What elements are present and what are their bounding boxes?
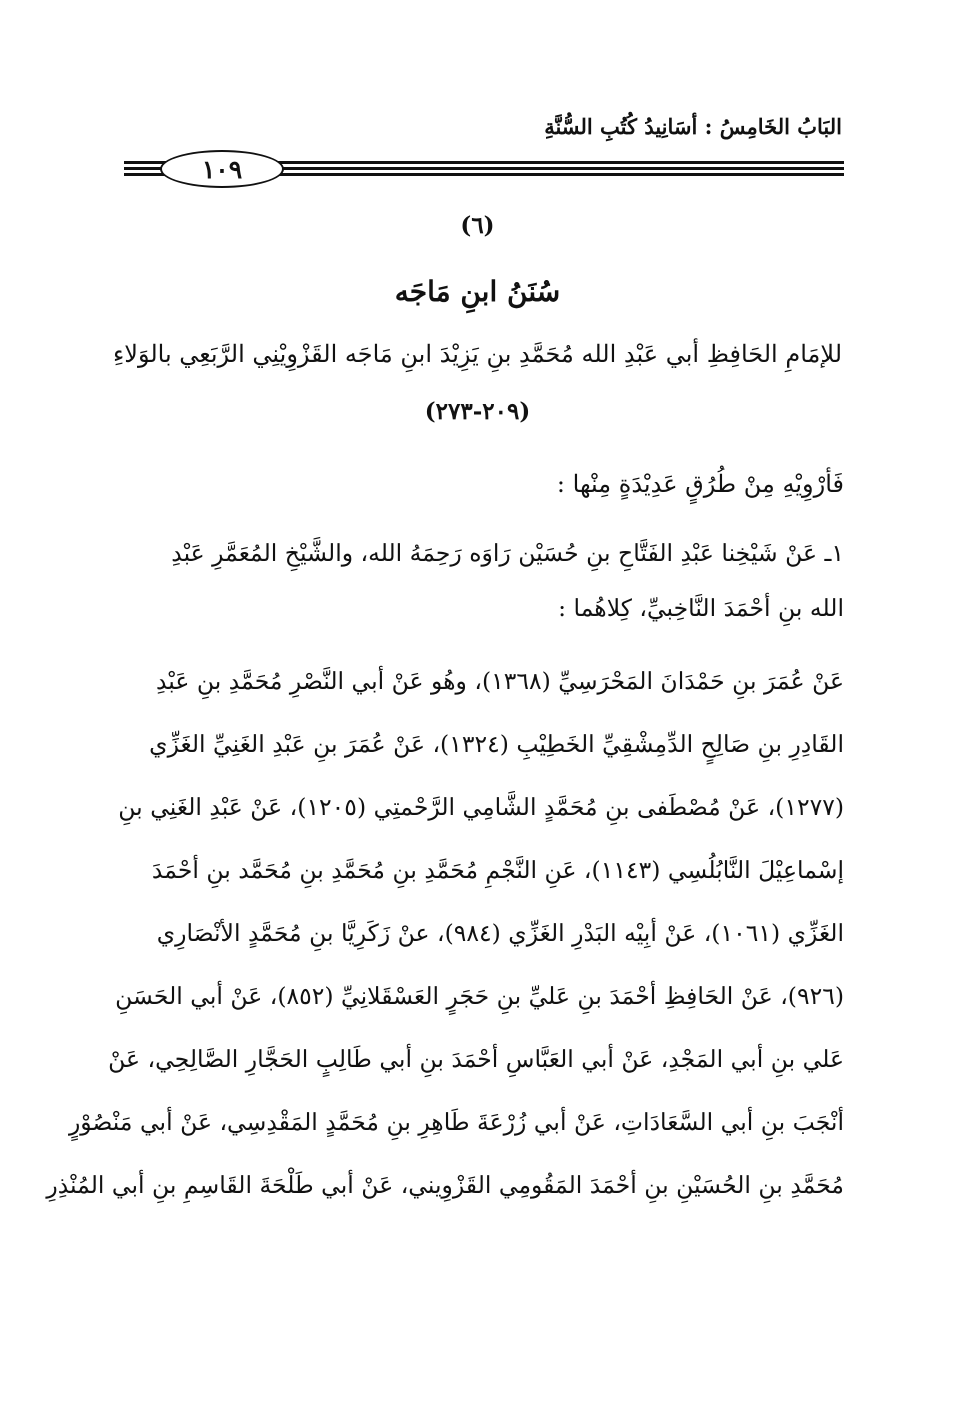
paragraph-line: (٩٢٦)، عَنْ الحَافِظِ أحْمَدَ بنِ عَليِّ بنِ حَجَرٍ العَسْقَلانِيِّ (٨٥٢)، عَنْ أبي الحَسَنِ [115, 982, 844, 1010]
author-dates: (٢٠٩-٢٧٣) [424, 398, 531, 425]
paragraph-line: الغَزِّي (١٠٦١)، عَنْ أبِيْه البَدْرِ الغَزِّي (٩٨٤)، عنْ زَكَرِيَّا بنِ مُحَمَّدٍ الأنْصَارِي [156, 919, 844, 947]
page-number-badge [160, 150, 284, 188]
paragraph-line: (١٢٧٧)، عَنْ مُصْطَفى بنِ مُحَمَّدٍ الشَّامِي الرَّحْمتِي (١٢٠٥)، عَنْ عَبْدِ الغَنِي بنِ [118, 793, 844, 821]
book-title: سُنَنُ ابنِ مَاجَه [394, 275, 561, 308]
header-rule [124, 150, 844, 190]
paragraph-line: القَادِرِ بنِ صَالِحٍ الدِّمِشْقِيِّ الخَطِيْبِ (١٣٢٤)، عَنْ عُمَرَ بنِ عَبْدِ الغَنِيِّ الغَزِّي [149, 730, 844, 758]
section-number: (٦) [460, 212, 495, 239]
paragraph-2 [46, 654, 844, 1221]
paragraph-1 [128, 528, 844, 638]
author-line: للإمَامِ الحَافِظِ أبي عَبْدِ الله مُحَمَّدِ بنِ يَزِيْدَ ابنِ مَاجَه القَزْوِيْنِي الرَّبَعِي بالوَلاءِ [112, 340, 843, 368]
paragraph-line: عَنْ عُمَرَ بنِ حَمْدَانَ المَحْرَسِيِّ (١٣٦٨)، وهُو عَنْ أبي النَّصْرِ مُحَمَّدِ بنِ عَبْدِ [155, 667, 844, 695]
paragraph-line: أنْجَبَ بنِ أبي السَّعَادَاتِ، عَنْ أبي زُرْعَةَ طَاهِرِ بنِ مُحَمَّدٍ المَقْدِسِي، عَنْ أبي مَنْصُوْرٍ [68, 1108, 844, 1136]
intro-line: فَأرْوِيْهِ مِنْ طُرُقٍ عَدِيْدَةٍ مِنْها : [556, 470, 844, 498]
paragraph-line: مُحَمَّدِ بنِ الحُسَيْنِ بنِ أحْمَدَ المَقُومِي القَزْوِيني، عَنْ أبي طَلْحَةَ القَاسِمِ بنِ أبي المُنْذِرِ [46, 1171, 844, 1199]
paragraph-line: الله بنِ أحْمَدَ النَّاخِبيِّ، كِلاهُما : [558, 594, 844, 622]
running-header-title: البَابُ الخَامِسُ : أسَانِيدُ كُتُبِ السُّنَّةِ [544, 114, 842, 139]
paragraph-line: إسْماعِيْلَ النَّابُلُسِي (١١٤٣)، عَنِ النَّجْمِ مُحَمَّدِ بنِ مُحَمَّدِ بنِ مُحَمَّد بنِ أحْمَدَ [151, 856, 844, 884]
page-number: ١٠٩ [201, 154, 243, 184]
paragraph-line: عَلي بنِ أبي المَجْدِ، عَنْ أبي العَبَّاسِ أحْمَدَ بنِ أبي طَالِبٍ الحَجَّارِ الصَّالِحِي، عَنْ [108, 1045, 844, 1073]
paragraph-line: ١ـ عَنْ شَيْخِنا عَبْدِ الفَتَّاحِ بنِ حُسَيْن رَاوَه رَحِمَهُ الله، والشَّيْخِ المُعَمَّرِ عَبْدِ [171, 539, 844, 567]
